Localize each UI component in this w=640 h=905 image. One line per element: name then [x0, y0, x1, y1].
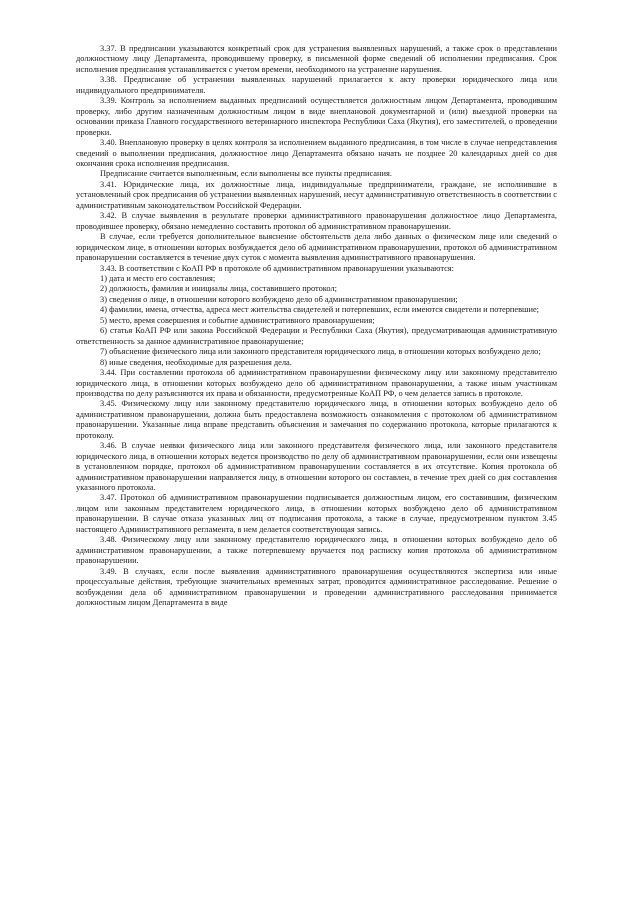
- list-item: 3) сведения о лице, в отношении которого возбуждено дело об административном правонарушении;: [100, 294, 458, 304]
- paragraph: 3.44. При составлении протокола об административном правонарушении физическому лицу или законному представителю юридического лица, в отношении которых возбуждено дело об административном правонарушении, а также иным участникам производства по делу разъясняются их права и обязанности, предусмотренные КоАП РФ, о чем делается запись в протоколе.: [76, 368, 557, 398]
- paragraph: Предписание считается выполненным, если выполнены все пункты предписания.: [100, 169, 392, 179]
- list-item: 4) фамилии, имена, отчества, адреса мест жительства свидетелей и потерпевших, если имеются свидетели и потерпевшие;: [100, 305, 540, 315]
- paragraph: 3.46. В случае неявки физического лица или законного представителя физического лица, или законного представителя юридического лица, в отношении которых ведется производство по делу об административном правонарушении, если они извещены в установленном порядке, протокол об административном правонарушении составляется в их отсутствие. Копия протокола об административном правонарушении направляется лицу, в отношении которого он составлен, в течение трех дней со дня составления указанного протокола.: [76, 441, 557, 493]
- paragraph: 3.37. В предписании указываются конкретный срок для устранения выявленных нарушений, а также срок о представлении должностному лицу Департамента, проводившему проверку, в письменной форме сведений об исполнении предписания. Срок исполнения предписания устанавливается с учетом времени, необходимого на устранение нарушения.: [76, 44, 557, 74]
- list-item: 7) объяснение физического лица или законного представителя юридического лица, в отношении которых возбуждено дело;: [100, 347, 541, 357]
- paragraph: 3.42. В случае выявления в результате проверки административного правонарушения должностное лицо Департамента, проводившее проверку, обязано немедленно составить протокол об административном правонарушении.: [76, 211, 557, 231]
- list-item: 2) должность, фамилия и инициалы лица, составившего протокол;: [100, 284, 337, 294]
- paragraph: 3.39. Контроль за исполнением выданных предписаний осуществляется должностным лицом Департамента, проводившим проверку, либо другим назначенным должностным лицом в виде внеплановой документарной и (или) выездной проверки на основании приказа Главного государственного ветеринарного инспектора Республики Саха (Якутия), его заместителей, о проведении проверки.: [76, 96, 557, 137]
- list-item: 8) иные сведения, необходимые для разрешения дела.: [100, 357, 292, 367]
- paragraph: 3.49. В случаях, если после выявления административного правонарушения осуществляются экспертиза или иные процессуальные действия, требующие значительных временных затрат, проводится административное расследование. Решение о возбуждении дела об административном правонарушении и проведении административного расследования принимается должностным лицом Департамента в виде: [76, 566, 557, 608]
- paragraph: 3.43. В соответствии с КоАП РФ в протоколе об административном правонарушении указываются:: [100, 263, 454, 273]
- paragraph: 3.48. Физическому лицу или законному представителю юридического лица, в отношении которых возбуждено дело об административном правонарушении, а также потерпевшему вручается под расписку копия протокола об административном правонарушении.: [76, 535, 557, 566]
- list-item: 6) статья КоАП РФ или закона Российской Федерации и Республики Саха (Якутия), предусматривающая административную ответственность за данное административное правонарушение;: [76, 326, 557, 346]
- paragraph: В случае, если требуется дополнительное выяснение обстоятельств дела либо данных о физическом лице или сведений о юридическом лице, в отношении которых возбуждается дело об административном правонарушении, протокол об административном правонарушении составляется в течение двух суток с момента выявления административного правонарушения.: [76, 232, 557, 263]
- document-body: [76, 44, 557, 608]
- paragraph: 3.47. Протокол об административном правонарушении подписывается должностным лицом, его составившим, физическим лицом или законным представителем юридического лица, в отношении которых возбуждено дело об административном правонарушении. В случае отказа указанных лиц от подписания протокола, а также в случае, предусмотренном пунктом 3.45 настоящего Административного регламента, в нем делается соответствующая запись.: [76, 493, 557, 534]
- paragraph: 3.45. Физическому лицу или законному представителю юридического лица, в отношении которых возбуждено дело об административном правонарушении, должна быть предоставлена возможность ознакомления с протоколом об административном правонарушении. Указанные лица вправе представить объяснения и замечания по содержанию протокола, которые прилагаются к протоколу.: [76, 399, 557, 440]
- paragraph: 3.38. Предписание об устранении выявленных нарушений прилагается к акту проверки юридического лица или индивидуального предпринимателя.: [76, 75, 557, 95]
- paragraph: 3.41. Юридические лица, их должностные лица, индивидуальные предприниматели, граждане, не исполнившие в установленный срок предписания об устранении выявленных нарушений, несут административную ответственность в соответствии с административным законодательством Российской Федерации.: [76, 179, 557, 210]
- list-item: 1) дата и место его составления;: [100, 273, 216, 283]
- list-item: 5) место, время совершения и событие административного правонарушения;: [100, 315, 375, 325]
- paragraph: 3.40. Внеплановую проверку в целях контроля за исполнением выданного предписания, в том числе в случае непредставления сведений о выполнении предписания, должностное лицо Департамента обязано начать не позднее 20 календарных дней со дня окончания срока исполнения предписания.: [76, 138, 557, 168]
